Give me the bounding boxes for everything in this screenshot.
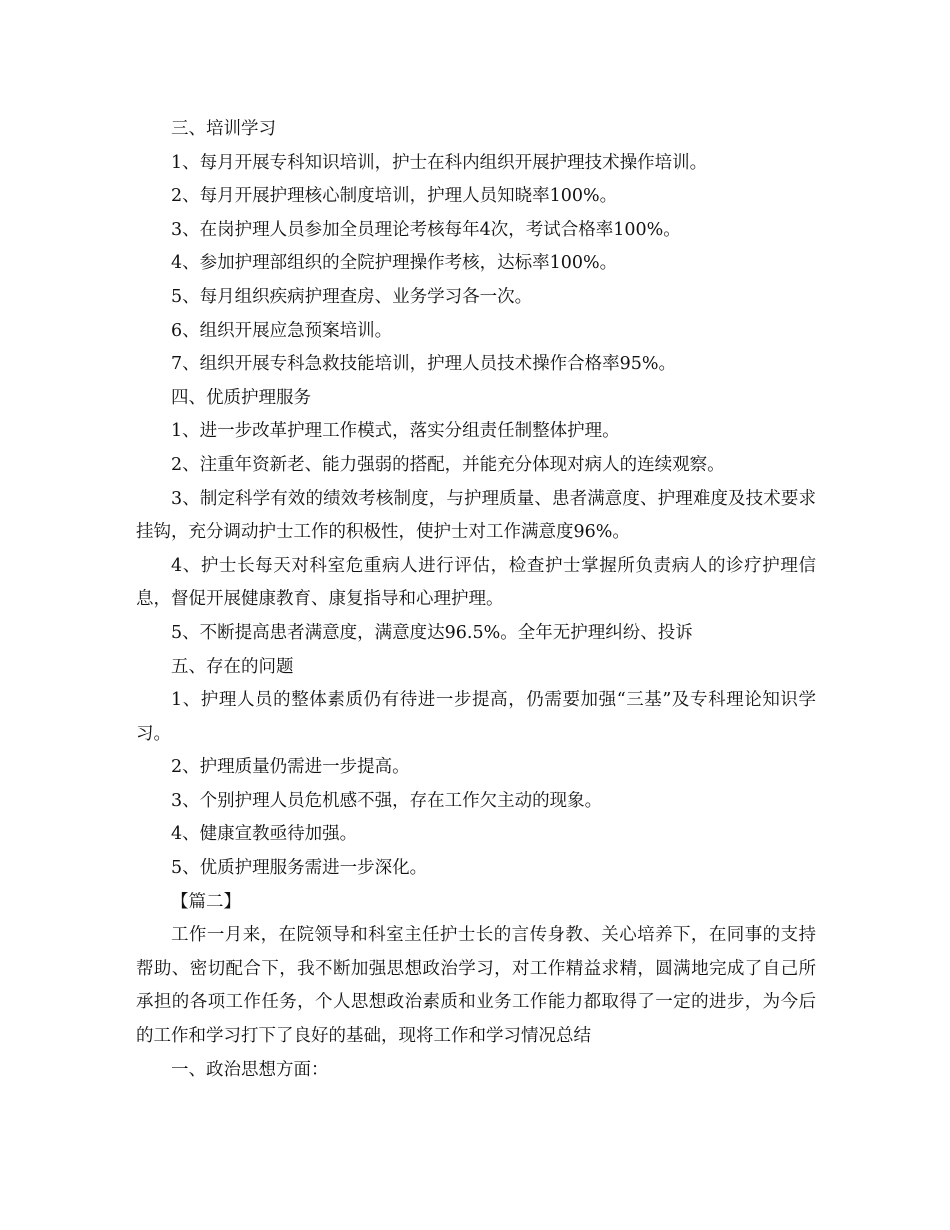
- document-body: [136, 113, 816, 1087]
- list-item: 3、个别护理人员危机感不强，存在工作欠主动的现象。: [171, 790, 603, 811]
- section-heading-quality-service: 四、优质护理服务: [171, 387, 311, 408]
- list-item: 4、健康宣教亟待加强。: [171, 824, 358, 845]
- section-heading-training: 三、培训学习: [171, 119, 276, 139]
- list-item: 1、每月开展专科知识培训，护士在科内组织开展护理技术操作培训。: [171, 152, 708, 173]
- list-item: 5、优质护理服务需进一步深化。: [171, 858, 428, 879]
- list-item: 2、注重年资新老、能力强弱的搭配，并能充分体现对病人的连续观察。: [171, 454, 725, 475]
- list-item: 2、每月开展护理核心制度培训，护理人员知晓率100%。: [171, 186, 618, 207]
- list-item: 3、在岗护理人员参加全员理论考核每年4次，考试合格率100%。: [171, 219, 681, 240]
- list-item: 4、护士长每天对科室危重病人进行评估，检查护士掌握所负责病人的诊疗护理信息，督促开展健康教育、康复指导和心理护理。: [136, 555, 816, 610]
- list-item: 4、参加护理部组织的全院护理操作考核，达标率100%。: [171, 253, 618, 274]
- list-item: 5、不断提高患者满意度，满意度达96.5%。全年无护理纠纷、投诉: [171, 622, 693, 643]
- list-item: 7、组织开展专科急救技能培训，护理人员技术操作合格率95%。: [171, 354, 677, 375]
- list-item: 5、每月组织疾病护理查房、业务学习各一次。: [171, 286, 533, 307]
- list-item: 6、组织开展应急预案培训。: [171, 320, 393, 341]
- list-item: 3、制定科学有效的绩效考核制度，与护理质量、患者满意度、护理难度及技术要求挂钩，充分调动护士工作的积极性，使护士对工作满意度96%。: [136, 488, 816, 543]
- list-item: 1、护理人员的整体素质仍有待进一步提高，仍需要加强“三基”及专科理论知识学习。: [136, 690, 816, 744]
- part-two-heading: 【篇二】: [171, 891, 241, 912]
- list-item: 2、护理质量仍需进一步提高。: [171, 757, 410, 778]
- list-item: 1、进一步改革护理工作模式，落实分组责任制整体护理。: [171, 421, 620, 442]
- body-paragraph: 工作一月来，在院领导和科室主任护士长的言传身教、关心培养下，在同事的支持帮助、密切配合下，我不断加强思想政治学习，对工作精益求精，圆满地完成了自己所承担的各项工作任务，个人思想政治素质和业务工作能力都取得了一定的进步，为今后的工作和学习打下了良好的基础，现将工作和学习情况总结: [136, 925, 816, 1047]
- section-heading-problems: 五、存在的问题: [171, 656, 294, 677]
- section-heading-political-thought: 一、政治思想方面：: [171, 1059, 329, 1080]
